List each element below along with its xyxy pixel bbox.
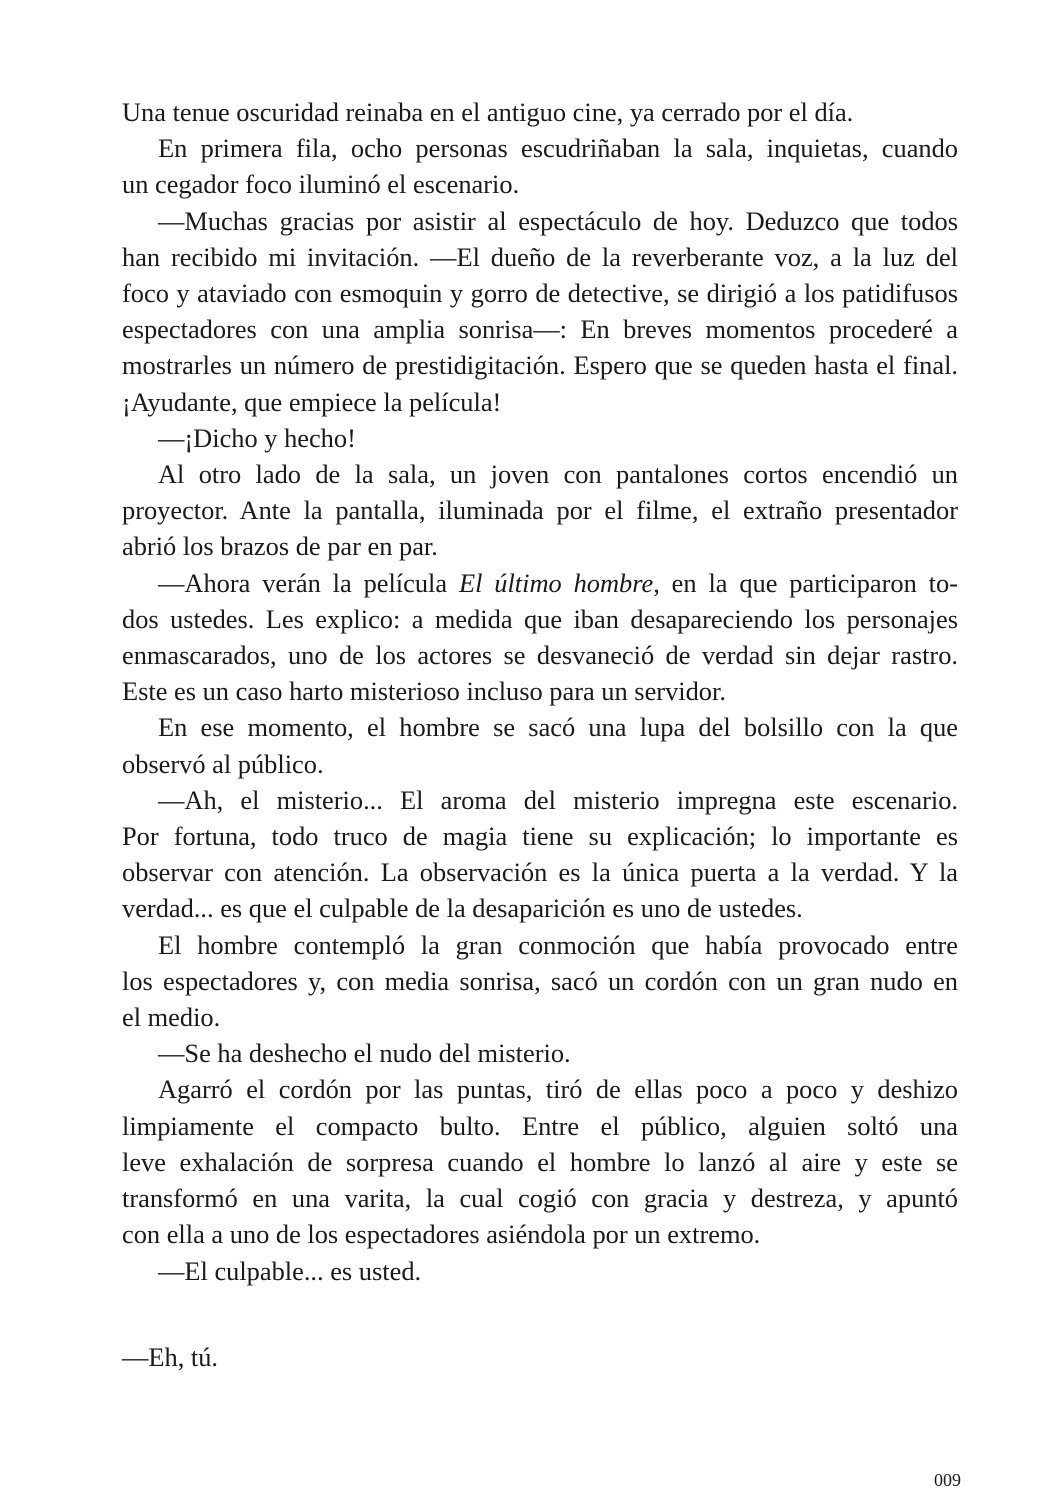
page-number: 009 bbox=[934, 1470, 961, 1490]
text-line: Una tenue oscuridad reinaba en el antiguo cine, ya cerrado por el día. bbox=[122, 97, 854, 127]
text-line: observó al público. bbox=[122, 748, 324, 779]
text-line: el medio. bbox=[122, 1002, 221, 1033]
text-line: —Muchas gracias por asistir al espectáculo de hoy. Deduzco que todos bbox=[158, 205, 958, 236]
text-line: han recibido mi invitación. —El dueño de la reverberante voz, a la luz del bbox=[122, 241, 958, 272]
text-line: En primera fila, ocho personas escudriñaban la sala, inquietas, cuando bbox=[158, 133, 958, 164]
text-line: Por fortuna, todo truco de magia tiene su explicación; lo importante es bbox=[122, 821, 958, 852]
film-title: El último hombre bbox=[458, 567, 654, 598]
text-line: Este es un caso harto misterioso incluso para un servidor. bbox=[122, 676, 726, 707]
text-line: limpiamente el compacto bulto. Entre el público, alguien soltó una bbox=[122, 1110, 958, 1141]
text-line: El hombre contempló la gran conmoción que había provocado entre bbox=[158, 929, 958, 960]
text-line: —El culpable... es usted. bbox=[158, 1255, 422, 1286]
text-line: transformó en una varita, la cual cogió con gracia y destreza, y apuntó bbox=[122, 1183, 958, 1214]
text-segment: , en la que participaron to- bbox=[653, 567, 958, 598]
text-line: dos ustedes. Les explico: a medida que iban desapareciendo los personajes bbox=[122, 603, 958, 634]
text-line: verdad... es que el culpable de la desaparición es uno de ustedes. bbox=[122, 893, 803, 924]
text-line: mostrarles un número de prestidigitación. Espero que se queden hasta el final. bbox=[122, 350, 958, 381]
text-line: espectadores con una amplia sonrisa—: En breves momentos procederé a bbox=[122, 314, 958, 345]
text-line: Al otro lado de la sala, un joven con pantalones cortos encendió un bbox=[158, 459, 958, 490]
closing-dialogue: —Eh, tú. bbox=[122, 1341, 219, 1372]
text-line: observar con atención. La observación es la única puerta a la verdad. Y la bbox=[122, 857, 958, 888]
text-line: En ese momento, el hombre se sacó una lupa del bolsillo con la que bbox=[158, 712, 958, 743]
text-line: foco y ataviado con esmoquin y gorro de detective, se dirigió a los patidifusos bbox=[122, 278, 958, 309]
text-line: —¡Dicho y hecho! bbox=[158, 422, 356, 453]
text-line: proyector. Ante la pantalla, iluminada por el filme, el extraño presentador bbox=[122, 495, 958, 526]
text-line: un cegador foco iluminó el escenario. bbox=[122, 169, 520, 200]
text-segment: —Ahora verán la película bbox=[158, 567, 459, 598]
text-line: —Se ha deshecho el nudo del misterio. bbox=[158, 1038, 571, 1069]
text-line: los espectadores y, con media sonrisa, sacó un cordón con un gran nudo en bbox=[122, 965, 958, 996]
body-text bbox=[122, 94, 958, 1375]
text-line: ¡Ayudante, que empiece la película! bbox=[122, 386, 502, 417]
text-line: —Ah, el misterio... El aroma del misterio impregna este escenario. bbox=[158, 784, 958, 815]
text-line: Agarró el cordón por las puntas, tiró de ellas poco a poco y deshizo bbox=[158, 1074, 958, 1105]
text-line: abrió los brazos de par en par. bbox=[122, 531, 438, 562]
text-line: enmascarados, uno de los actores se desvaneció de verdad sin dejar rastro. bbox=[122, 640, 958, 671]
text-line: leve exhalación de sorpresa cuando el hombre lo lanzó al aire y este se bbox=[122, 1146, 958, 1177]
text-line bbox=[122, 565, 958, 601]
text-line: con ella a uno de los espectadores asiéndola por un extremo. bbox=[122, 1219, 761, 1250]
